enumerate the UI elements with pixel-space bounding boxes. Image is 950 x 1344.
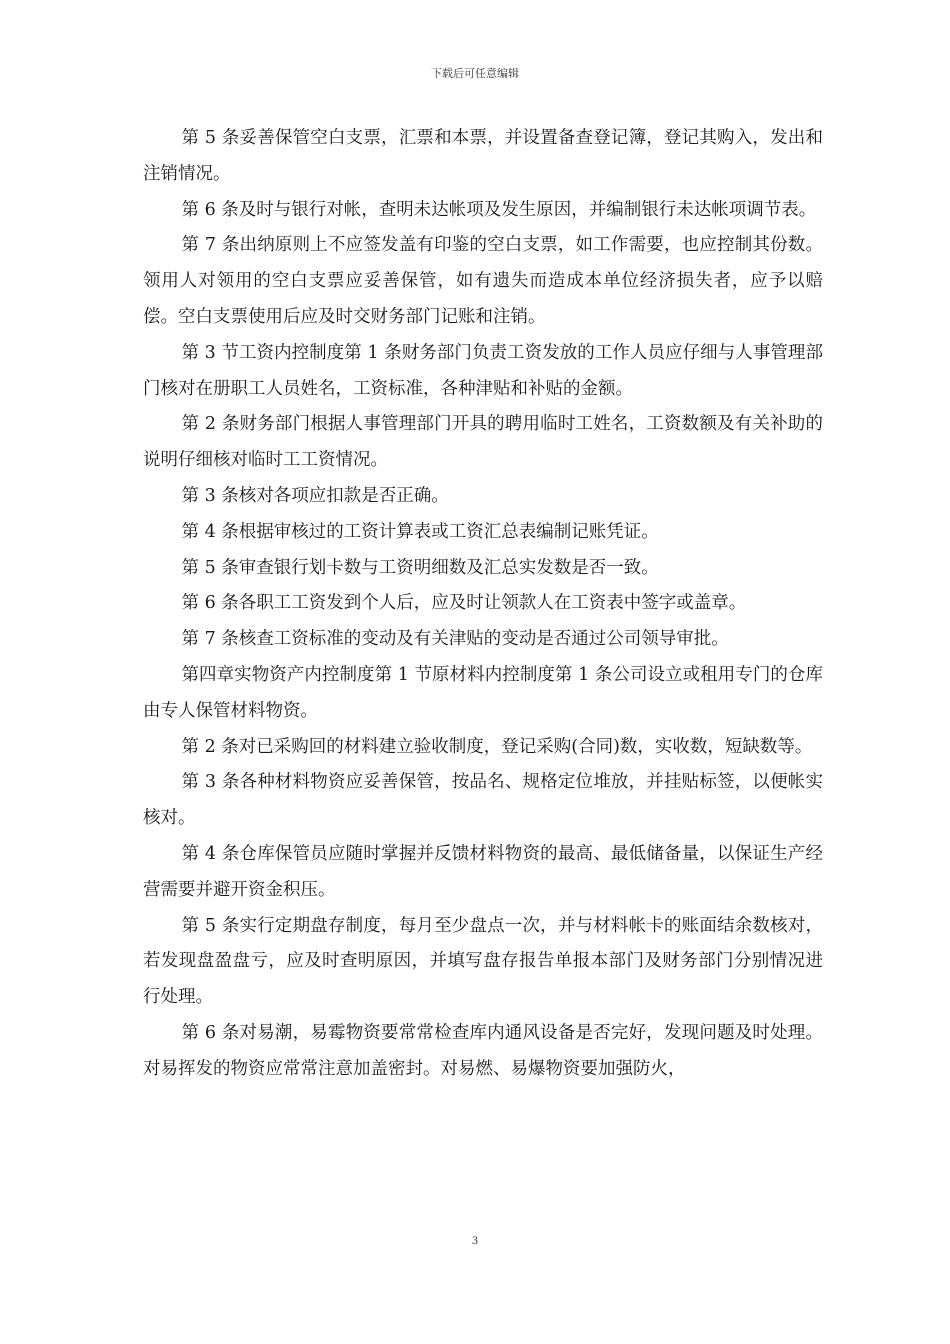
paragraph-section3-art6-signature: 第 6 条各职工工资发到个人后，应及时让领款人在工资表中签字或盖章。 (181, 593, 747, 614)
paragraph-chapter4-art4-reserves: 第 4 条仓库保管员应随时掌握并反馈材料物资的最高、最低储备量，以保证生产经营需要并避开资金积压。 (143, 843, 823, 900)
paragraph-section3-art7-approval: 第 7 条核查工资标准的变动及有关津贴的变动是否通过公司领导审批。 (181, 629, 729, 650)
paragraph-section3-art5-bank-card: 第 5 条审查银行划卡数与工资明细数及汇总实发数是否一致。 (181, 557, 659, 578)
paragraph-art5-blank-cheques: 第 5 条妥善保管空白支票，汇票和本票，并设置备查登记簿，登记其购入，发出和注销情况。 (143, 128, 823, 184)
document-body (143, 121, 823, 1088)
page-number: 3 (472, 1233, 478, 1247)
paragraph-chapter4-art3-storage: 第 3 条各种材料物资应妥善保管，按品名、规格定位堆放，并挂贴标签，以便帐实核对。 (143, 772, 823, 829)
paragraph-art6-bank-reconciliation: 第 6 条及时与银行对帐，查明未达帐项及发生原因，并编制银行未达帐项调节表。 (181, 199, 817, 220)
paragraph-section3-art3-deductions: 第 3 条核对各项应扣款是否正确。 (181, 485, 449, 506)
paragraph-chapter4-art1-warehouse: 第四章实物资产内控制度第 1 节原材料内控制度第 1 条公司设立或租用专门的仓库由专人保管材料物资。 (143, 664, 823, 721)
paragraph-chapter4-art6-hazardous: 第 6 条对易潮，易霉物资要常常检查库内通风设备是否完好，发现问题及时处理。对易挥发的物资应常常注意加盖密封。对易燃、易爆物资要加强防火， (143, 1022, 823, 1079)
paragraph-section3-art4-vouchers: 第 4 条根据审核过的工资计算表或工资汇总表编制记账凭证。 (181, 521, 659, 542)
paragraph-section3-art1-payroll: 第 3 节工资内控制度第 1 条财务部门负责工资发放的工作人员应仔细与人事管理部门核对在册职工人员姓名，工资标准，各种津贴和补贴的金额。 (143, 342, 823, 399)
paragraph-art7-cashier-cheques: 第 7 条出纳原则上不应签发盖有印鉴的空白支票，如工作需要，也应控制其份数。领用人对领用的空白支票应妥善保管，如有遗失而造成本单位经济损失者，应予以赔偿。空白支票使用后应及时交财务部门记账和注销。 (143, 235, 823, 327)
page-header-note: 下载后可任意编辑 (431, 67, 519, 80)
paragraph-section3-art2-temp-workers: 第 2 条财务部门根据人事管理部门开具的聘用临时工姓名，工资数额及有关补助的说明仔细核对临时工工资情况。 (143, 414, 823, 471)
paragraph-chapter4-art5-inventory: 第 5 条实行定期盘存制度，每月至少盘点一次，并与材料帐卡的账面结余数核对，若发现盘盈盘亏，应及时查明原因，并填写盘存报告单报本部门及财务部门分别情况进行处理。 (143, 915, 823, 1008)
paragraph-chapter4-art2-inspection: 第 2 条对已采购回的材料建立验收制度，登记采购(合同)数，实收数，短缺数等。 (181, 736, 813, 757)
